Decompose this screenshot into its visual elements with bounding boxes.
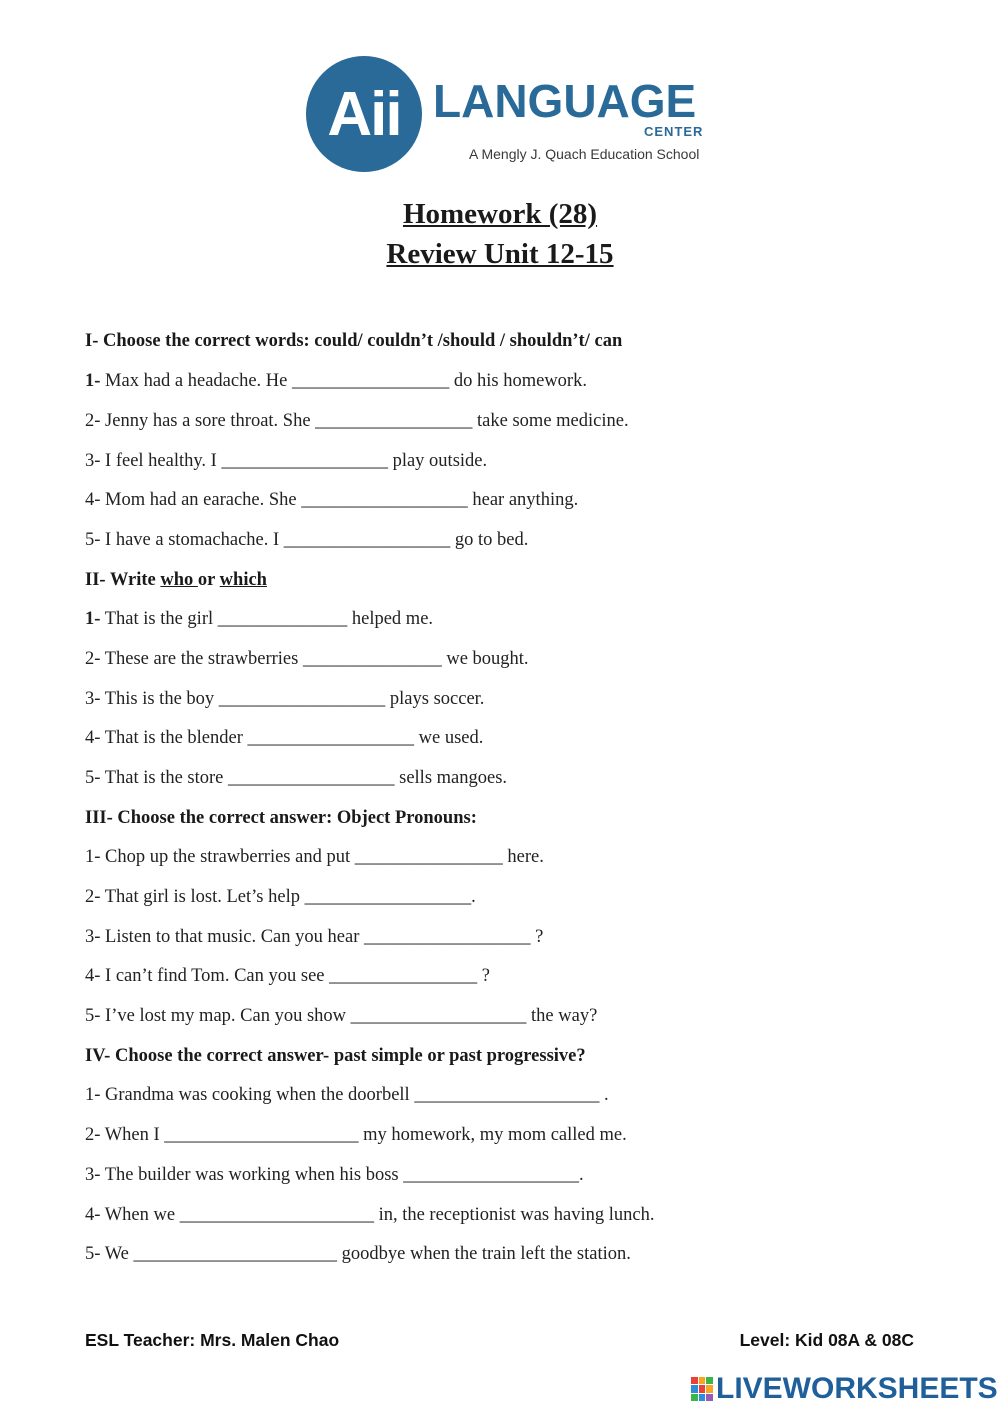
class-level: Level: Kid 08A & 08C xyxy=(739,1330,914,1350)
exercise-item xyxy=(85,530,528,551)
review-subtitle: Review Unit 12-15 xyxy=(386,238,614,270)
item-text: 3- The builder was working when his boss ___________________. xyxy=(85,1165,584,1185)
section-2-heading xyxy=(85,570,267,591)
section-4-heading: IV- Choose the correct answer- past simple or past progressive? xyxy=(85,1046,586,1066)
item-text: 2- That girl is lost. Let’s help __________________. xyxy=(85,887,476,907)
exercise-item xyxy=(85,411,629,432)
exercise-item xyxy=(85,1125,627,1146)
exercise-item xyxy=(85,728,483,749)
item-text: 4- That is the blender __________________ we used. xyxy=(85,728,484,748)
liveworksheets-watermark xyxy=(691,1373,998,1405)
exercise-item xyxy=(85,966,490,987)
item-text: 2- Jenny has a sore throat. She _________________ take some medicine. xyxy=(85,411,629,431)
item-text: 2- These are the strawberries _______________ we bought. xyxy=(85,649,529,669)
item-number: 1- xyxy=(85,371,101,391)
icon-square xyxy=(691,1394,698,1401)
icon-square xyxy=(706,1377,713,1384)
exercise-item xyxy=(85,490,578,511)
exercise-item xyxy=(85,609,433,630)
item-text: That is the girl ______________ helped me. xyxy=(100,609,434,629)
icon-square xyxy=(699,1394,706,1401)
item-text: 2- When I _____________________ my homework, my mom called me. xyxy=(85,1125,627,1145)
logo-sub: CENTER xyxy=(644,124,704,139)
exercise-item xyxy=(85,887,476,908)
item-text: 5- That is the store __________________ sells mangoes. xyxy=(85,768,508,788)
item-text: 1- Grandma was cooking when the doorbell ____________________ . xyxy=(85,1085,609,1105)
item-text: 4- I can’t find Tom. Can you see ________________ ? xyxy=(85,966,490,986)
exercise-item xyxy=(85,689,484,710)
teacher-name: ESL Teacher: Mrs. Malen Chao xyxy=(85,1330,340,1350)
exercise-item xyxy=(85,451,487,472)
icon-square xyxy=(699,1377,706,1384)
icon-square xyxy=(691,1385,698,1392)
exercise-item xyxy=(85,1244,631,1265)
item-number: 1- xyxy=(85,609,101,629)
school-logo xyxy=(306,56,706,174)
item-text: 4- When we _____________________ in, the receptionist was having lunch. xyxy=(85,1205,655,1225)
icon-square xyxy=(706,1385,713,1392)
icon-square xyxy=(699,1385,706,1392)
item-text: 3- This is the boy __________________ plays soccer. xyxy=(85,689,485,709)
exercise-item xyxy=(85,1205,654,1226)
icon-square xyxy=(706,1394,713,1401)
heading-which: which xyxy=(219,570,267,590)
item-text: 5- I’ve lost my map. Can you show ___________________ the way? xyxy=(85,1006,598,1026)
exercise-item xyxy=(85,1165,584,1186)
exercise-item xyxy=(85,927,543,948)
item-text: 5- I have a stomachache. I __________________ go to bed. xyxy=(85,530,529,550)
item-text: 5- We ______________________ goodbye when the train left the station. xyxy=(85,1244,631,1264)
item-text: 3- I feel healthy. I __________________ play outside. xyxy=(85,451,488,471)
item-text: 1- Chop up the strawberries and put ________________ here. xyxy=(85,847,544,867)
logo-mark: Aii xyxy=(306,56,422,172)
icon-square xyxy=(691,1377,698,1384)
heading-who: who xyxy=(160,570,198,590)
exercise-item xyxy=(85,1085,609,1106)
item-text: Max had a headache. He _________________ do his homework. xyxy=(100,371,587,391)
exercise-item xyxy=(85,847,544,868)
item-text: 3- Listen to that music. Can you hear __________________ ? xyxy=(85,927,544,947)
liveworksheets-icon xyxy=(691,1377,713,1401)
logo-name: LANGUAGE xyxy=(433,75,697,127)
exercise-item xyxy=(85,768,507,789)
exercise-item xyxy=(85,1006,597,1027)
section-3-heading: III- Choose the correct answer: Object Pronouns: xyxy=(85,808,477,828)
item-text: 4- Mom had an earache. She __________________ hear anything. xyxy=(85,490,579,510)
heading-prefix: II- Write xyxy=(85,570,161,590)
exercise-item xyxy=(85,649,529,670)
heading-or: or xyxy=(197,570,220,590)
liveworksheets-text: LIVEWORKSHEETS xyxy=(716,1372,998,1405)
section-1-heading: I- Choose the correct words: could/ couldn’t /should / shouldn’t/ can xyxy=(85,331,623,351)
homework-title: Homework (28) xyxy=(402,198,598,230)
exercise-item xyxy=(85,371,587,392)
logo-tagline: A Mengly J. Quach Education School xyxy=(469,146,700,162)
